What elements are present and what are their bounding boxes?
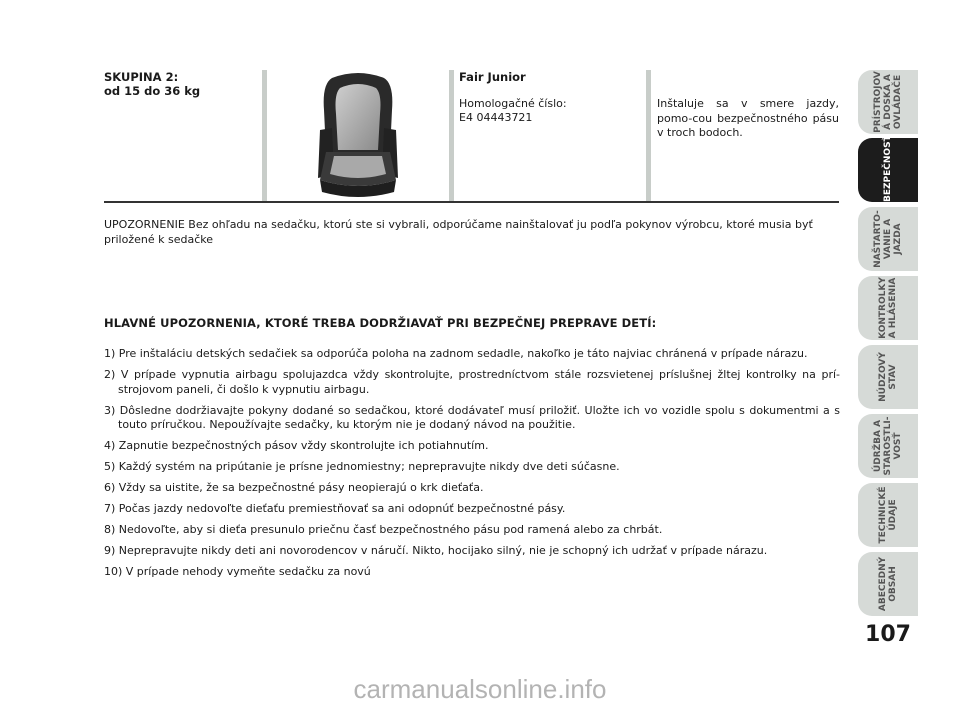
tab-nastartovanie[interactable] [858,207,918,271]
tab-label: PRÍSTROJOV Á DOSKA A OVLÁDAČE [873,71,903,133]
tab-udrzba[interactable] [858,414,918,478]
page-number: 107 [865,622,911,647]
tab-label: NAŠTARTO- VANIE A JAZDA [873,210,903,268]
list-item: 1) Pre inštaláciu detských sedačiek sa odporúča poloha na zadnom sedadle, nakoľko je táto najviac chránená v prípade nárazu. [104,347,808,360]
homologation-label: Homologačné číslo: [459,97,567,110]
tab-label: BEZPEČNOSŤ [883,135,893,202]
tab-label: TECHNICKÉ ÚDAJE [878,486,898,544]
tab-nudzovy-stav[interactable] [858,345,918,409]
list-item: 9) Neprepravujte nikdy deti ani novorodencov v náručí. Nikto, hocijako silný, nie je schopný ich udržať v prípade nárazu. [104,544,768,557]
tab-kontrolky[interactable] [858,276,918,340]
table-bottom-rule [104,201,839,203]
tab-label: KONTROLKY A HLÁSENIA [878,277,898,339]
installation-text: Inštaluje sa v smere jazdy, pomo-cou bezpečnostného pásu v troch bodoch. [657,97,839,139]
list-item: 4) Zapnutie bezpečnostných pásov vždy skontrolujte ich potiahnutím. [104,439,489,452]
list-item: 2) V prípade vypnutia airbagu spolujazdca vždy skontrolujte, prostredníctvom stále rozsvietenej príslušnej žltej kontrolky na prí-strojovom paneli, či došlo k vypnutiu airbagu. [104,368,840,396]
warning-paragraph: UPOZORNENIE Bez ohľadu na sedačku, ktorú ste si vybrali, odporúčame nainštalovať ju podľa pokynov výrobcu, ktoré musia byť priložené k sedačke [104,218,813,246]
list-item: 5) Každý systém na pripútanie je prísne jednomiestny; neprepravujte nikdy dve deti súčasne. [104,460,620,473]
watermark: carmanualsonline.info [353,674,607,704]
list-item: 3) Dôsledne dodržiavajte pokyny dodané so sedačkou, ktoré dodávateľ musí priložiť. Uložte ich vo vozidle spolu s dokumentmi a s touto príručkou. Nepoužívajte sedačky, ku ktorým nie je dodaný návod na použitie. [104,403,840,431]
homologation [459,97,567,125]
table-divider [262,70,267,201]
group-label [104,70,254,98]
warnings-list [104,347,840,586]
list-item: 6) Vždy sa uistite, že sa bezpečnostné pásy neopierajú o krk dieťaťa. [104,481,484,494]
list-item: 8) Nedovoľte, aby si dieťa presunulo priečnu časť bezpečnostného pásu pod ramená alebo za chrbát. [104,523,663,536]
tab-abecedny-obsah[interactable] [858,552,918,616]
tab-pristrojova-doska[interactable] [858,70,918,134]
tab-technicke-udaje[interactable] [858,483,918,547]
seat-name: Fair Junior [459,70,526,84]
section-heading: HLAVNÉ UPOZORNENIA, KTORÉ TREBA DODRŽIAVAŤ PRI BEZPEČNEJ PREPRAVE DETÍ: [104,316,657,330]
seat-illustration [272,70,444,200]
tab-label: NÚDZOVÝ STAV [878,352,898,402]
group-weight: od 15 do 36 kg [104,84,201,98]
tab-label: ABECEDNÝ OBSAH [878,556,898,612]
table-divider [449,70,454,201]
homologation-number: E4 04443721 [459,111,533,124]
tab-bezpecnost[interactable] [858,135,918,202]
tab-label: ÚDRŽBA A STAROSTLI- VOSŤ [873,416,903,476]
booster-seat-icon [272,70,444,200]
list-item: 7) Počas jazdy nedovoľte dieťaťu premiestňovať sa ani odopnúť bezpečnostné pásy. [104,502,566,515]
table-divider [646,70,651,201]
list-item: 10) V prípade nehody vymeňte sedačku za novú [104,565,371,578]
group-title: SKUPINA 2: [104,70,179,84]
